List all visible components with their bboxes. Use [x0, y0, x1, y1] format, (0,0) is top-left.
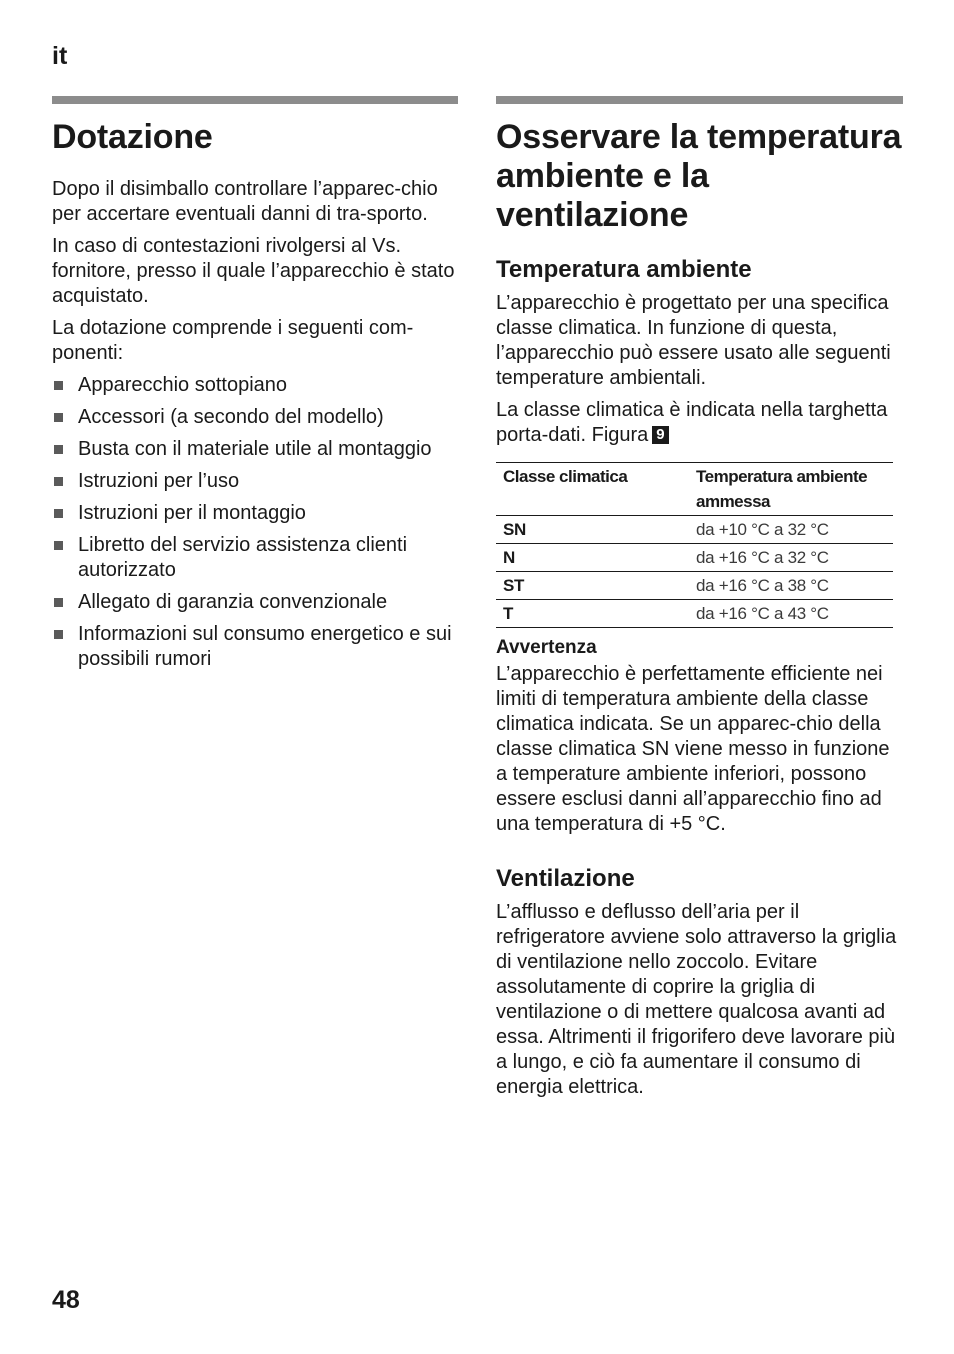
figure-number-badge: 9 [652, 426, 668, 444]
list-item-text: Libretto del servizio assistenza clienti autorizzato [78, 534, 408, 581]
section-rule [496, 96, 903, 104]
list-item-text: Accessori (a secondo del modello) [78, 406, 384, 428]
table-row [496, 572, 893, 600]
square-bullet-icon [54, 445, 63, 454]
square-bullet-icon [54, 413, 63, 422]
note-text: L’apparecchio è perfettamente efficiente nei limiti di temperatura ambiente della classe climatica indicata. Se un apparec-chio della classe climatica SN viene messo in funzione a temperature ambiente inferiori, possono essere esclusi danni all’apparecchio fino ad una temperatura di +5 °C. [496, 663, 890, 835]
list-item-text: Apparecchio sottopiano [78, 374, 288, 396]
paragraph [496, 398, 903, 448]
square-bullet-icon [54, 630, 63, 639]
figure-reference-text: La classe climatica è indicata nella targhetta porta-dati. Figura [496, 399, 888, 446]
list-item-text: Busta con il materiale utile al montaggio [78, 438, 432, 460]
list-item [52, 622, 458, 672]
climate-class-cell: T [496, 600, 689, 628]
column-header-class: Classe climatica [496, 463, 689, 516]
list-item-text: Allegato di garanzia convenzionale [78, 591, 388, 613]
right-column [496, 96, 903, 1107]
list-item [52, 405, 458, 430]
temperature-range-cell: da +10 °C a 32 °C [689, 516, 893, 544]
list-item-text: Istruzioni per l’uso [78, 470, 240, 492]
square-bullet-icon [54, 381, 63, 390]
paragraph: L’afflusso e deflusso dell’aria per il refrigeratore avviene solo attraverso la griglia di ventilazione nello zoccolo. Evitare assolutamente di coprire la griglia di ventilazione o di mettere qualcosa avanti ad essa. Altrimenti il frigorifero deve lavorare più a lungo, e ciò fa aumentare il consumo di energia elettrica. [496, 901, 897, 1098]
section-rule [52, 96, 458, 104]
list-item [52, 590, 458, 615]
climate-class-cell: SN [496, 516, 689, 544]
square-bullet-icon [54, 598, 63, 607]
table-row [496, 544, 893, 572]
list-item [52, 533, 458, 583]
table-row [496, 600, 893, 628]
paragraph: In caso di contestazioni rivolgersi al Vs. fornitore, presso il quale l’apparecchio è stato acquistato. [52, 235, 455, 307]
list-item [52, 437, 458, 462]
temperature-range-cell: da +16 °C a 43 °C [689, 600, 893, 628]
subheading-ventilazione: Ventilazione [496, 865, 635, 892]
list-item [52, 501, 458, 526]
left-column [52, 96, 458, 679]
temperature-range-cell: da +16 °C a 32 °C [689, 544, 893, 572]
components-list [52, 373, 458, 672]
language-code: it [52, 42, 68, 70]
climate-class-cell: N [496, 544, 689, 572]
list-item-text: Informazioni sul consumo energetico e sui possibili rumori [78, 623, 452, 670]
list-item [52, 469, 458, 494]
section-title-temperature-ventilation: Osservare la temperatura ambiente e la ventilazione [496, 118, 902, 234]
page-number: 48 [52, 1286, 80, 1314]
list-item [52, 373, 458, 398]
paragraph: La dotazione comprende i seguenti com-ponenti: [52, 317, 414, 364]
subheading-temperatura-ambiente: Temperatura ambiente [496, 256, 752, 283]
list-item-text: Istruzioni per il montaggio [78, 502, 306, 524]
climate-class-cell: ST [496, 572, 689, 600]
section-title-dotazione: Dotazione [52, 118, 213, 156]
paragraph: Dopo il disimballo controllare l’apparec-chio per accertare eventuali danni di tra-sporto. [52, 178, 438, 225]
table-row [496, 516, 893, 544]
square-bullet-icon [54, 477, 63, 486]
square-bullet-icon [54, 541, 63, 550]
note-label: Avvertenza [496, 637, 597, 658]
column-header-temperature: Temperatura ambiente ammessa [689, 463, 893, 516]
table-header-row [496, 463, 893, 516]
temperature-range-cell: da +16 °C a 38 °C [689, 572, 893, 600]
square-bullet-icon [54, 509, 63, 518]
paragraph: L’apparecchio è progettato per una specifica classe climatica. In funzione di questa, l’apparecchio può essere usato alle seguenti temperature ambientali. [496, 292, 891, 389]
climate-class-table [496, 462, 893, 628]
